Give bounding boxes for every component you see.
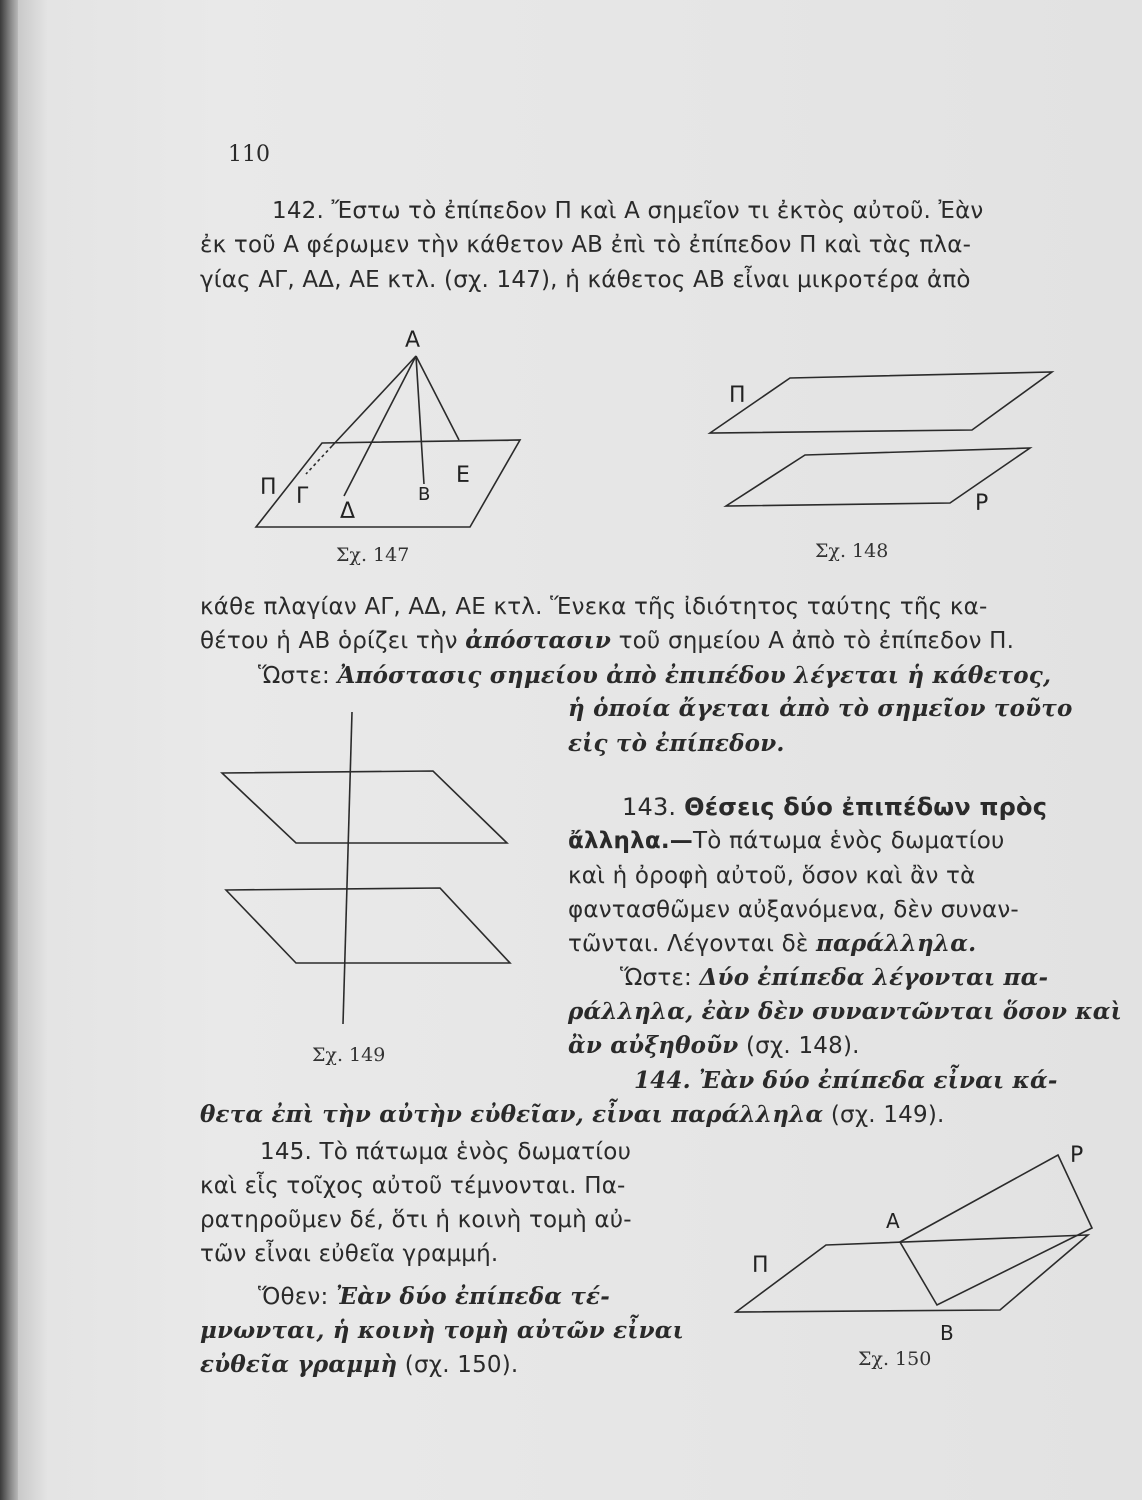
fig147-label-B: Β [418, 484, 431, 505]
fig150-diagram [736, 1155, 1092, 1312]
p143-line-1: ἄλληλα.—Τὸ πάτωμα ἑνὸς δωματίου [568, 828, 1005, 854]
p142-definition-line-2: ἡ ὁποία ἄγεται ἀπὸ τὸ σημεῖον τοῦτο [568, 695, 1073, 722]
p143-line-3: φαντασθῶμεν αὐξανόμενα, δὲν συναν- [568, 897, 1019, 923]
fig150-label-P: Π [752, 1253, 769, 1278]
p145-line-2: καὶ εἷς τοῖχος αὐτοῦ τέμνονται. Πα- [200, 1173, 626, 1199]
fig148-diagram [710, 372, 1052, 506]
fig147-label-G: Γ [296, 484, 309, 509]
p144-line-2: θετα ἐπὶ τὴν αὐτὴν εὐθεῖαν, εἶναι παράλληλα (σχ. 149). [200, 1101, 945, 1128]
p145-definition-line-2: μνωνται, ἡ κοινὴ τομὴ αὐτῶν εἶναι [200, 1317, 684, 1344]
p145-line-4: τῶν εἶναι εὐθεῖα γραμμή. [200, 1241, 499, 1267]
fig147-caption: Σχ. 147 [336, 544, 410, 566]
fig148-caption: Σχ. 148 [815, 540, 889, 562]
p145-definition-line-3: εὐθεῖα γραμμὴ (σχ. 150). [200, 1351, 519, 1378]
fig147-line-AG [332, 356, 416, 446]
fig148-label-R: Ρ [975, 491, 989, 516]
p142-definition-line-1: Ὥστε: Ἀπόστασις σημείου ἀπὸ ἐπιπέδου λέγεται ἡ κάθετος, [258, 662, 1052, 689]
fig150-label-B: Β [940, 1321, 954, 1345]
fig150-label-A: Α [886, 1209, 900, 1233]
fig150-caption: Σχ. 150 [858, 1348, 932, 1370]
fig149-caption: Σχ. 149 [312, 1044, 386, 1066]
p143-line-2: καὶ ἡ ὀροφὴ αὐτοῦ, ὅσον καὶ ἂν τὰ [568, 863, 976, 889]
fig149-perpendicular-line [343, 712, 352, 1024]
p142-cont-line-1: κάθε πλαγίαν ΑΓ, ΑΔ, ΑΕ κτλ. Ἕνεκα τῆς ἰδιότητος ταύτης τῆς κα- [200, 594, 988, 620]
p142-definition-line-3: εἰς τὸ ἐπίπεδον. [568, 730, 785, 757]
fig147-line-AE [416, 356, 459, 440]
p142-line-3: γίας ΑΓ, ΑΔ, ΑΕ κτλ. (σχ. 147), ἡ κάθετος ΑΒ εἶναι μικροτέρα ἀπὸ [200, 267, 971, 293]
p145-line-1: 145. Τὸ πάτωμα ἑνὸς δωματίου [260, 1139, 632, 1165]
fig150-plane-R [900, 1155, 1092, 1305]
fig147-label-P: Π [260, 475, 277, 500]
fig147-label-D: Δ [340, 499, 356, 524]
p145-line-3: ρατηροῦμεν δέ, ὅτι ἡ κοινὴ τομὴ αὐ- [200, 1207, 632, 1233]
fig150-plane-P [736, 1235, 1088, 1312]
p142-line-2: ἐκ τοῦ Α φέρωμεν τὴν κάθετον ΑΒ ἐπὶ τὸ ἐπίπεδον Π καὶ τὰς πλα- [200, 232, 972, 258]
fig148-label-P: Π [729, 383, 746, 408]
fig149-plane-upper [222, 771, 507, 843]
fig150-label-R: Ρ [1070, 1143, 1084, 1168]
p142-cont-line-2: θέτου ἡ ΑΒ ὁρίζει τὴν ἀπόστασιν τοῦ σημείου Α ἀπὸ τὸ ἐπίπεδον Π. [200, 627, 1015, 654]
fig147-label-E: Ε [456, 463, 470, 488]
fig149-diagram [222, 712, 510, 1024]
p142-line-1: 142. Ἔστω τὸ ἐπίπεδον Π καὶ Α σημεῖον τι ἐκτὸς αὐτοῦ. Ἐὰν [272, 198, 984, 224]
fig149-plane-lower [226, 888, 510, 963]
p145-definition-line-1: Ὅθεν: Ἐὰν δύο ἐπίπεδα τέ- [258, 1283, 610, 1310]
fig147-line-AD [344, 356, 416, 496]
fig147-label-A: Α [405, 328, 421, 353]
p143-definition-line-3: ἂν αὐξηθοῦν (σχ. 148). [568, 1032, 860, 1059]
p144-line-1: 144. Ἐὰν δύο ἐπίπεδα εἶναι κά- [634, 1067, 1058, 1094]
p143-definition-line-1: Ὥστε: Δύο ἐπίπεδα λέγονται πα- [620, 964, 1049, 991]
page-number: 110 [228, 142, 270, 167]
p143-definition-line-2: ράλληλα, ἐὰν δὲν συναντῶνται ὅσον καὶ [568, 998, 1122, 1025]
fig148-plane-upper [710, 372, 1052, 433]
fig147-line-AG-dashed [306, 446, 332, 474]
p143-heading: 143. Θέσεις δύο ἐπιπέδων πρὸς [622, 793, 1048, 821]
term-distance: ἀπόστασιν [465, 627, 612, 654]
fig147-line-AB [416, 356, 424, 484]
p143-line-4: τῶνται. Λέγονται δὲ παράλληλα. [568, 930, 977, 957]
